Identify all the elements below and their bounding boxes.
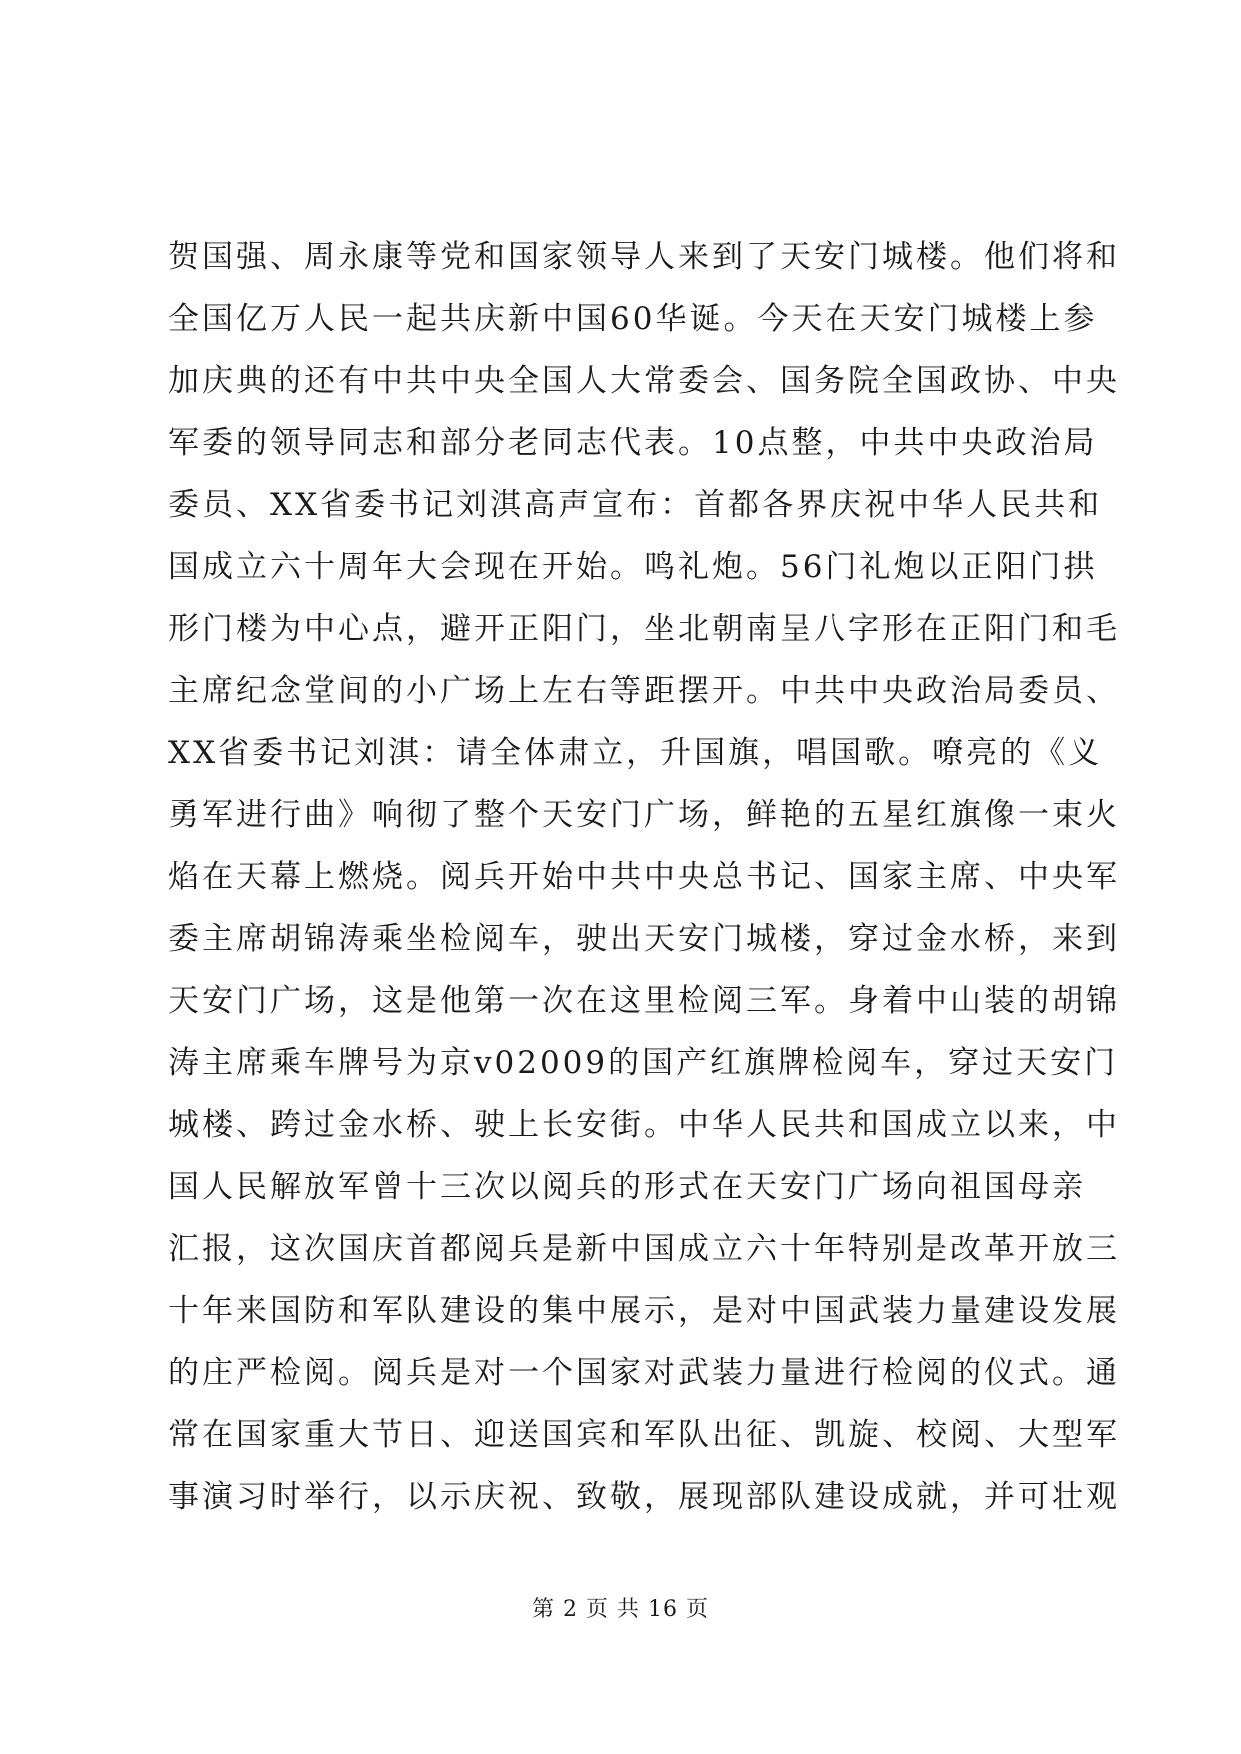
text-line: 天安门广场，这是他第一次在这里检阅三军。身着中山装的胡锦 [168, 983, 1120, 1019]
text-line: 全国亿万人民一起共庆新中国60华诞。今天在天安门城楼上参 [168, 301, 1098, 337]
text-line: 常在国家重大节日、迎送国宾和军队出征、凯旋、校阅、大型军 [168, 1417, 1120, 1453]
text-line: 焰在天幕上燃烧。阅兵开始中共中央总书记、国家主席、中央军 [168, 859, 1120, 895]
text-line: 形门楼为中心点，避开正阳门，坐北朝南呈八字形在正阳门和毛 [168, 611, 1120, 647]
text-line: 勇军进行曲》响彻了整个天安门广场，鲜艳的五星红旗像一束火 [168, 797, 1120, 833]
text-line: 委主席胡锦涛乘坐检阅车，驶出天安门城楼，穿过金水桥，来到 [168, 921, 1120, 957]
text-line: 的庄严检阅。阅兵是对一个国家对武装力量进行检阅的仪式。通 [168, 1355, 1120, 1391]
text-line: 城楼、跨过金水桥、驶上长安街。中华人民共和国成立以来，中 [168, 1107, 1120, 1143]
text-line: 事演习时举行，以示庆祝、致敬，展现部队建设成就，并可壮观 [168, 1479, 1120, 1515]
text-line: 委员、XX省委书记刘淇高声宣布：首都各界庆祝中华人民共和 [168, 487, 1103, 523]
text-line: 国人民解放军曾十三次以阅兵的形式在天安门广场向祖国母亲 [168, 1169, 1086, 1205]
text-line: 汇报，这次国庆首都阅兵是新中国成立六十年特别是改革开放三 [168, 1231, 1120, 1267]
text-line: 涛主席乘车牌号为京v02009的国产红旗牌检阅车，穿过天安门 [168, 1045, 1119, 1081]
text-line: 军委的领导同志和部分老同志代表。10点整，中共中央政治局 [168, 425, 1098, 461]
text-line: 贺国强、周永康等党和国家领导人来到了天安门城楼。他们将和 [168, 239, 1120, 275]
body-text [168, 226, 1120, 1528]
text-line: XX省委书记刘淇：请全体肃立，升国旗，唱国歌。嘹亮的《义 [168, 735, 1103, 771]
text-line: 加庆典的还有中共中央全国人大常委会、国务院全国政协、中央 [168, 363, 1120, 399]
text-line: 国成立六十周年大会现在开始。鸣礼炮。56门礼炮以正阳门拱 [168, 549, 1098, 585]
page-number-footer: 第 2 页 共 16 页 [532, 1597, 709, 1622]
text-line: 十年来国防和军队建设的集中展示，是对中国武装力量建设发展 [168, 1293, 1120, 1329]
text-line: 主席纪念堂间的小广场上左右等距摆开。中共中央政治局委员、 [168, 673, 1120, 709]
